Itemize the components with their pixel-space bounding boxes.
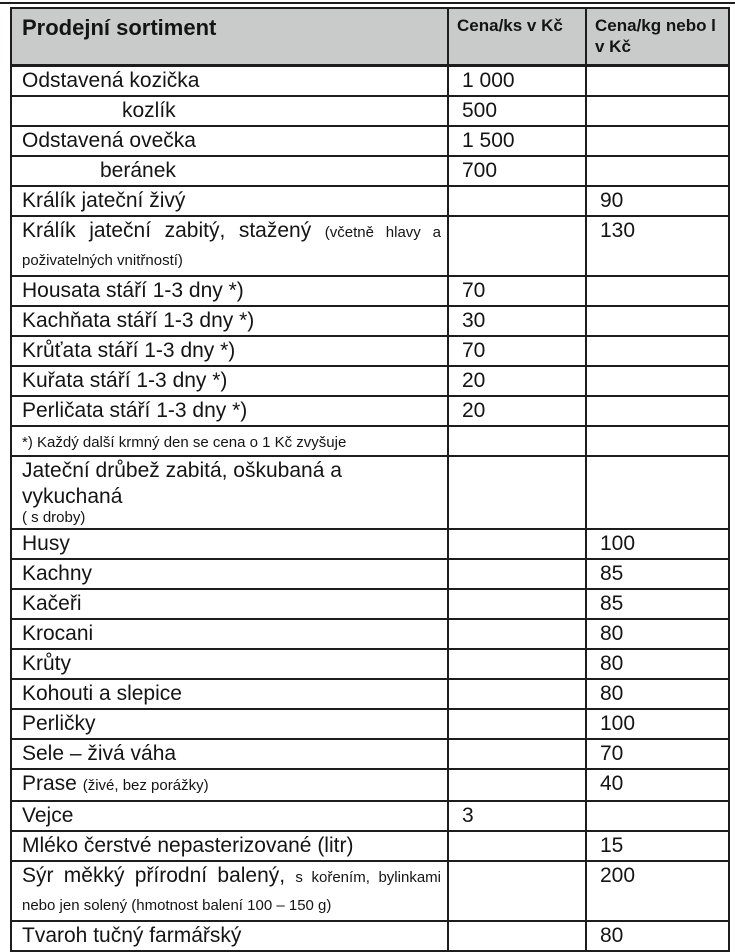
product-name: Perličky	[22, 712, 96, 735]
product-cell	[11, 96, 448, 126]
price-per-kg-cell: 80	[586, 679, 729, 709]
price-per-kg-cell: 40	[586, 769, 729, 801]
price-per-piece-cell	[448, 216, 586, 276]
product-name: Kuřata stáří 1-3 dny *)	[22, 369, 228, 392]
price-per-piece-cell	[448, 861, 586, 921]
product-name: Vejce	[22, 804, 74, 827]
table-row	[11, 649, 729, 679]
product-cell	[11, 769, 448, 801]
table-row	[11, 861, 729, 921]
table-row	[11, 96, 729, 126]
product-cell	[11, 559, 448, 589]
product-cell	[11, 619, 448, 649]
product-name: Krůťata stáří 1-3 dny *)	[22, 339, 236, 362]
product-note-line2: ( s droby)	[22, 509, 86, 526]
price-per-kg-cell	[586, 66, 729, 97]
price-per-piece-cell: 70	[448, 336, 586, 366]
product-cell	[11, 529, 448, 559]
table-row	[11, 216, 729, 276]
price-per-piece-cell	[448, 739, 586, 769]
product-cell	[11, 126, 448, 156]
product-name: Perličata stáří 1-3 dny *)	[22, 399, 248, 422]
price-per-kg-cell: 200	[586, 861, 729, 921]
product-name: Sele – živá váha	[22, 742, 177, 765]
table-row	[11, 769, 729, 801]
price-per-piece-cell	[448, 831, 586, 861]
price-per-kg-cell: 100	[586, 709, 729, 739]
price-per-piece-cell: 1 500	[448, 126, 586, 156]
table-row	[11, 366, 729, 396]
product-cell	[11, 739, 448, 769]
product-name: Krůty	[22, 652, 72, 675]
product-name: Sýr měkký přírodní balený,	[22, 864, 286, 887]
table-row	[11, 529, 729, 559]
product-cell	[11, 709, 448, 739]
price-per-kg-cell: 80	[586, 921, 729, 951]
price-per-piece-cell: 30	[448, 306, 586, 336]
product-cell	[11, 921, 448, 951]
table-row	[11, 709, 729, 739]
price-per-kg-cell	[586, 396, 729, 426]
header-price-per-piece-column: Cena/ks v Kč	[448, 8, 586, 66]
price-per-piece-cell	[448, 186, 586, 216]
product-name: Kachny	[22, 562, 93, 585]
price-per-kg-cell: 85	[586, 589, 729, 619]
price-per-kg-cell	[586, 96, 729, 126]
product-cell	[11, 679, 448, 709]
product-cell	[11, 66, 448, 97]
product-cell	[11, 589, 448, 619]
price-per-piece-cell	[448, 921, 586, 951]
price-per-kg-cell	[586, 306, 729, 336]
table-row	[11, 306, 729, 336]
table-row	[11, 66, 729, 97]
table-row	[11, 276, 729, 306]
price-table	[10, 7, 730, 952]
product-note: (živé, bez porážky)	[82, 777, 209, 794]
footnote-text: *) Každý další krmný den se cena o 1 Kč zvyšuje	[22, 434, 347, 451]
table-header	[11, 8, 729, 66]
price-per-kg-cell: 85	[586, 559, 729, 589]
price-per-piece-cell: 20	[448, 396, 586, 426]
price-per-kg-cell	[586, 126, 729, 156]
price-per-piece-cell: 500	[448, 96, 586, 126]
product-name: kozlík	[122, 99, 176, 122]
table-row	[11, 921, 729, 951]
price-per-piece-cell	[448, 456, 586, 529]
product-cell	[11, 366, 448, 396]
table-row	[11, 186, 729, 216]
table-row	[11, 739, 729, 769]
header-price-per-kg-column	[586, 8, 729, 66]
price-per-kg-cell	[586, 366, 729, 396]
product-name: Odstavená kozička	[22, 69, 200, 92]
price-per-kg-cell	[586, 426, 729, 456]
product-cell	[11, 801, 448, 831]
price-per-piece-cell	[448, 679, 586, 709]
product-cell	[11, 831, 448, 861]
price-per-kg-cell: 80	[586, 649, 729, 679]
price-per-kg-cell	[586, 336, 729, 366]
price-per-piece-cell: 20	[448, 366, 586, 396]
price-per-kg-cell	[586, 801, 729, 831]
price-per-piece-cell	[448, 769, 586, 801]
top-rule	[0, 2, 735, 4]
table-body	[11, 66, 729, 952]
product-cell	[11, 216, 448, 276]
product-name: Kačeři	[22, 592, 82, 615]
price-per-piece-cell: 70	[448, 276, 586, 306]
product-cell	[11, 186, 448, 216]
product-cell	[11, 276, 448, 306]
product-note: s kořením, bylinkami nebo jen solený (hmotnost balení 100 – 150 g)	[22, 869, 441, 914]
table-row	[11, 619, 729, 649]
table-row	[11, 126, 729, 156]
product-name: Králík jateční živý	[22, 189, 186, 212]
table-row	[11, 801, 729, 831]
product-cell	[11, 456, 448, 529]
product-cell	[11, 306, 448, 336]
price-per-piece-cell	[448, 649, 586, 679]
price-per-kg-cell	[586, 156, 729, 186]
price-per-kg-cell: 70	[586, 739, 729, 769]
table-row	[11, 156, 729, 186]
price-per-piece-cell: 3	[448, 801, 586, 831]
table-row	[11, 831, 729, 861]
price-per-kg-cell: 90	[586, 186, 729, 216]
price-per-piece-cell	[448, 589, 586, 619]
price-per-kg-cell: 100	[586, 529, 729, 559]
product-name: Prase	[22, 772, 77, 795]
product-name: Odstavená ovečka	[22, 129, 196, 152]
price-per-piece-cell	[448, 529, 586, 559]
product-name: Kachňata stáří 1-3 dny *)	[22, 309, 255, 332]
header-price-per-kg-line1: Cena/kg nebo l	[595, 16, 716, 35]
product-cell	[11, 861, 448, 921]
product-cell	[11, 396, 448, 426]
product-name: Králík jateční zabitý, stažený	[22, 219, 312, 242]
product-name: Housata stáří 1-3 dny *)	[22, 279, 244, 302]
product-name: Husy	[22, 532, 70, 555]
table-row	[11, 589, 729, 619]
product-name: Krocani	[22, 622, 94, 645]
price-per-kg-cell: 80	[586, 619, 729, 649]
price-per-piece-cell	[448, 619, 586, 649]
table-row	[11, 396, 729, 426]
table-row	[11, 456, 729, 529]
product-cell	[11, 426, 448, 456]
table-row	[11, 559, 729, 589]
price-per-kg-cell: 15	[586, 831, 729, 861]
table-row	[11, 336, 729, 366]
price-per-piece-cell: 1 000	[448, 66, 586, 97]
product-name: Jateční drůbež zabitá, oškubaná a vykuchaná	[22, 459, 342, 508]
price-per-piece-cell	[448, 709, 586, 739]
price-per-piece-cell: 700	[448, 156, 586, 186]
product-cell	[11, 156, 448, 186]
product-cell	[11, 649, 448, 679]
product-cell	[11, 336, 448, 366]
price-per-kg-cell: 130	[586, 216, 729, 276]
header-price-per-kg-line2: v Kč	[595, 37, 631, 56]
table-row	[11, 679, 729, 709]
product-name: Kohouti a slepice	[22, 682, 182, 705]
price-per-piece-cell	[448, 559, 586, 589]
header-row	[11, 8, 729, 66]
price-per-kg-cell	[586, 456, 729, 529]
price-per-kg-cell	[586, 276, 729, 306]
price-per-piece-cell	[448, 426, 586, 456]
product-note: (včetně hlavy a poživatelných vnitřností)	[22, 224, 441, 269]
product-name: Tvaroh tučný farmářský	[22, 924, 242, 947]
footnote-row	[11, 426, 729, 456]
header-product-column: Prodejní sortiment	[11, 8, 448, 66]
product-name: beránek	[100, 159, 176, 182]
product-name: Mléko čerstvé nepasterizované (litr)	[22, 834, 354, 857]
